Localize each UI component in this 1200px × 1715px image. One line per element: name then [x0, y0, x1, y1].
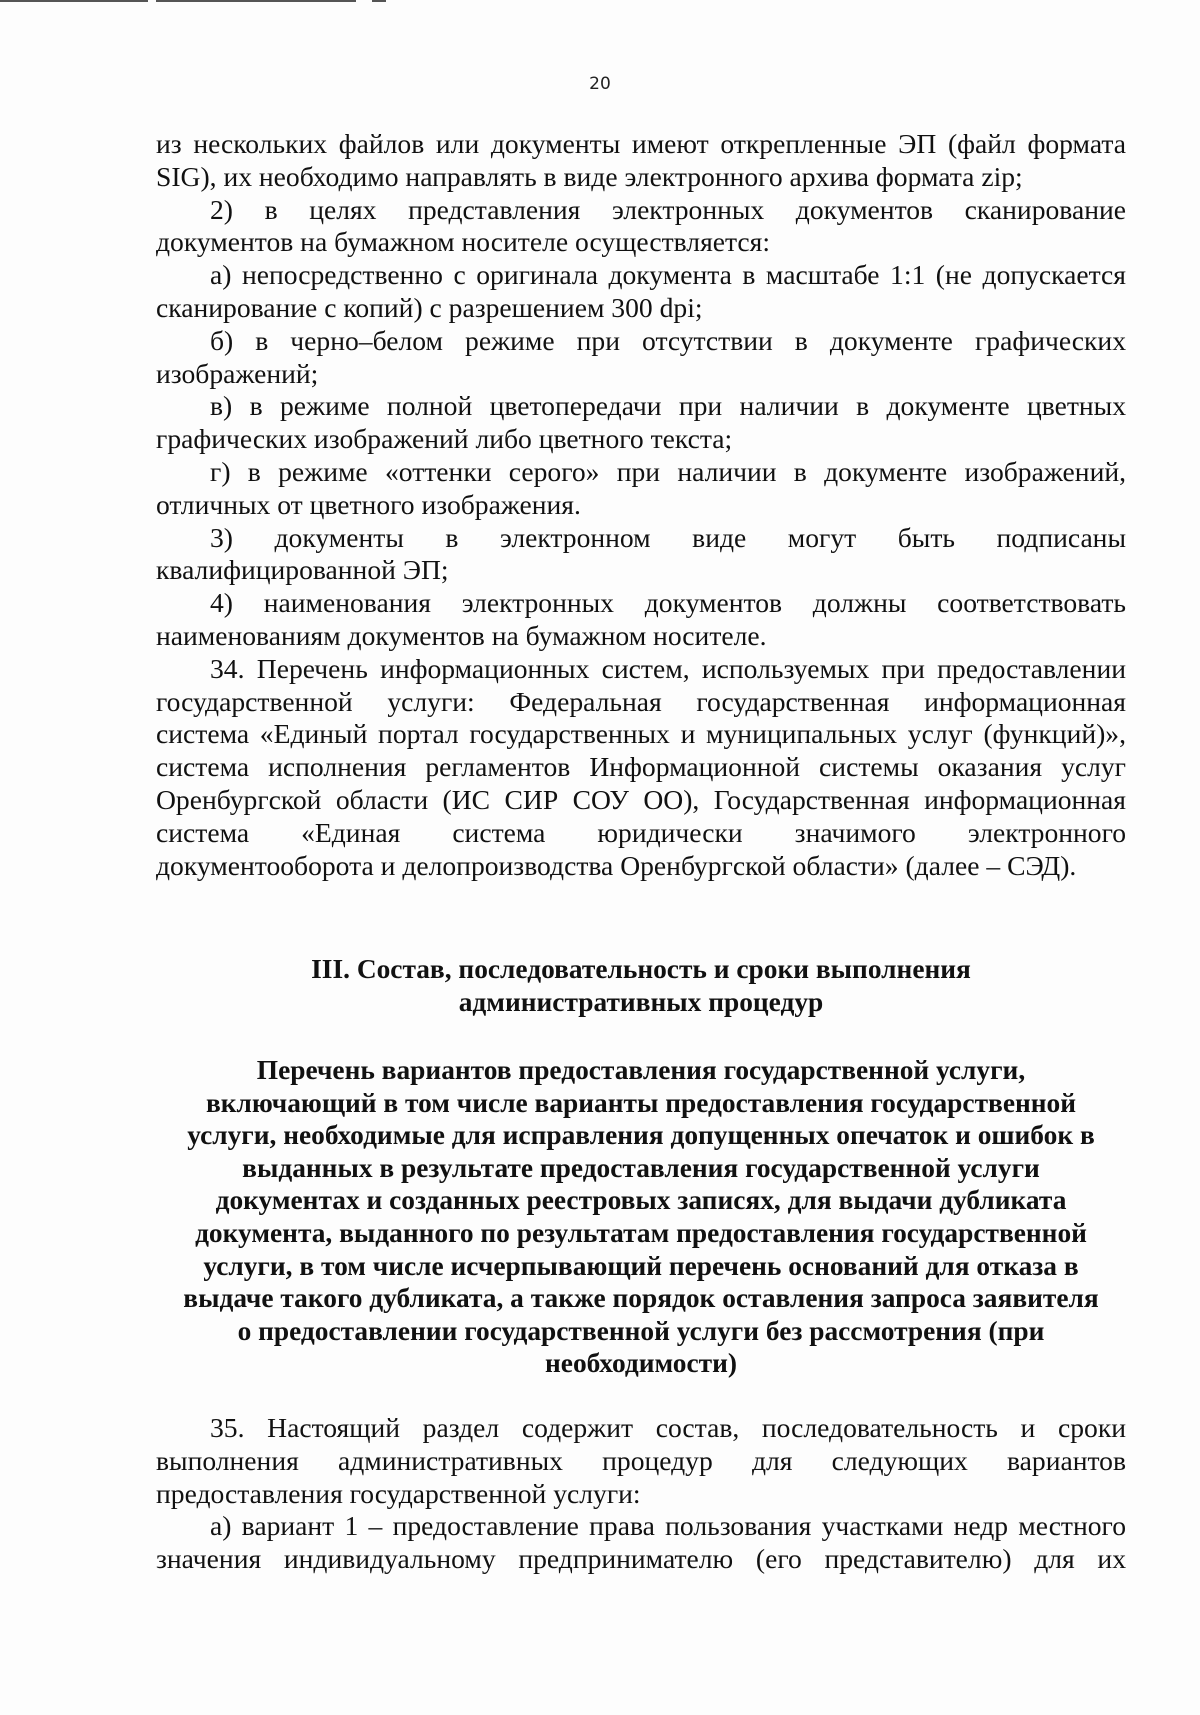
section-title: [156, 953, 1126, 1018]
text-line: изображений;: [156, 357, 319, 389]
text-line: 34. Перечень информационных систем, используемых при предоставлении: [210, 652, 1126, 684]
text-line: документооборота и делопроизводства Оренбургской области» (далее – СЭД).: [156, 849, 1077, 881]
text-line: 2) в целях представления электронных документов сканирование: [210, 193, 1126, 225]
text-line: а) вариант 1 – предоставление права пользования участками недр местного: [210, 1510, 1126, 1542]
heading-line: услуги, необходимые для исправления допущенных опечаток и ошибок в: [187, 1120, 1095, 1151]
heading-line: выданных в результате предоставления государственной услуги: [242, 1152, 1040, 1183]
text-line: 4) наименования электронных документов должны соответствовать: [210, 587, 1126, 619]
text-line: сканирование с копий) с разрешением 300 dpi;: [156, 291, 703, 323]
heading-line: о предоставлении государственной услуги без рассмотрения (при: [237, 1315, 1045, 1346]
page-number: 20: [589, 74, 611, 94]
heading-line: включающий в том числе варианты предоставления государственной: [205, 1087, 1077, 1118]
text-line: 35. Настоящий раздел содержит состав, последовательность и сроки: [210, 1412, 1126, 1443]
heading-line: выдаче такого дубликата, а также порядок оставления запроса заявителя: [183, 1283, 1099, 1314]
scan-edge-mark: [0, 0, 148, 2]
text-line: графических изображений либо цветного текста;: [156, 423, 733, 455]
lower-text-block: [156, 1412, 1126, 1576]
scan-edge-mark: [372, 0, 386, 2]
scan-edge-mark: [156, 0, 356, 2]
text-line: а) непосредственно с оригинала документа в масштабе 1:1 (не допускается: [210, 259, 1126, 291]
heading-line: Перечень вариантов предоставления государственной услуги,: [256, 1055, 1026, 1085]
text-line: наименованиям документов на бумажном носителе.: [156, 619, 767, 651]
text-line: б) в черно–белом режиме при отсутствии в документе графических: [210, 324, 1126, 356]
text-line: отличных от цветного изображения.: [156, 488, 581, 520]
text-line: квалифицированной ЭП;: [156, 554, 449, 586]
text-line: документов на бумажном носителе осуществляется:: [156, 226, 771, 258]
text-line: предоставления государственной услуги:: [156, 1477, 641, 1509]
text-line: Оренбургской области (ИС СИР СОУ ОО), Государственная информационная: [156, 783, 1126, 815]
heading-line: документа, выданного по результатам предоставления государственной: [195, 1217, 1087, 1248]
text-line: 3) документы в электронном виде могут быть подписаны: [210, 521, 1126, 553]
text-line: система исполнения регламентов Информационной системы оказания услуг: [156, 751, 1126, 783]
text-line: из нескольких файлов или документы имеют открепленные ЭП (файл формата: [156, 128, 1126, 159]
text-line: г) в режиме «оттенки серого» при наличии в документе изображений,: [210, 455, 1126, 487]
text-line: значения индивидуальному предпринимателю (его представителю) для их: [156, 1543, 1126, 1575]
text-line: выполнения административных процедур для следующих вариантов: [156, 1444, 1126, 1476]
text-line: государственной услуги: Федеральная государственная информационная: [156, 685, 1126, 717]
heading-line: III. Состав, последовательность и сроки выполнения: [311, 954, 971, 984]
text-line: SIG), их необходимо направлять в виде электронного архива формата zip;: [156, 160, 1023, 192]
heading-line: услуги, в том числе исчерпывающий перечень оснований для отказа в: [203, 1250, 1079, 1281]
heading-line: документах и созданных реестровых записях, для выдачи дубликата: [215, 1185, 1067, 1216]
text-line: система «Единый портал государственных и муниципальных услуг (функций)»,: [156, 718, 1126, 750]
body-text-block: [156, 128, 1126, 882]
section-subtitle: [156, 1054, 1126, 1380]
heading-line: необходимости): [545, 1348, 737, 1379]
heading-line: административных процедур: [458, 986, 824, 1017]
text-line: система «Единая система юридически значимого электронного: [156, 816, 1126, 848]
text-line: в) в режиме полной цветопередачи при наличии в документе цветных: [210, 390, 1126, 422]
